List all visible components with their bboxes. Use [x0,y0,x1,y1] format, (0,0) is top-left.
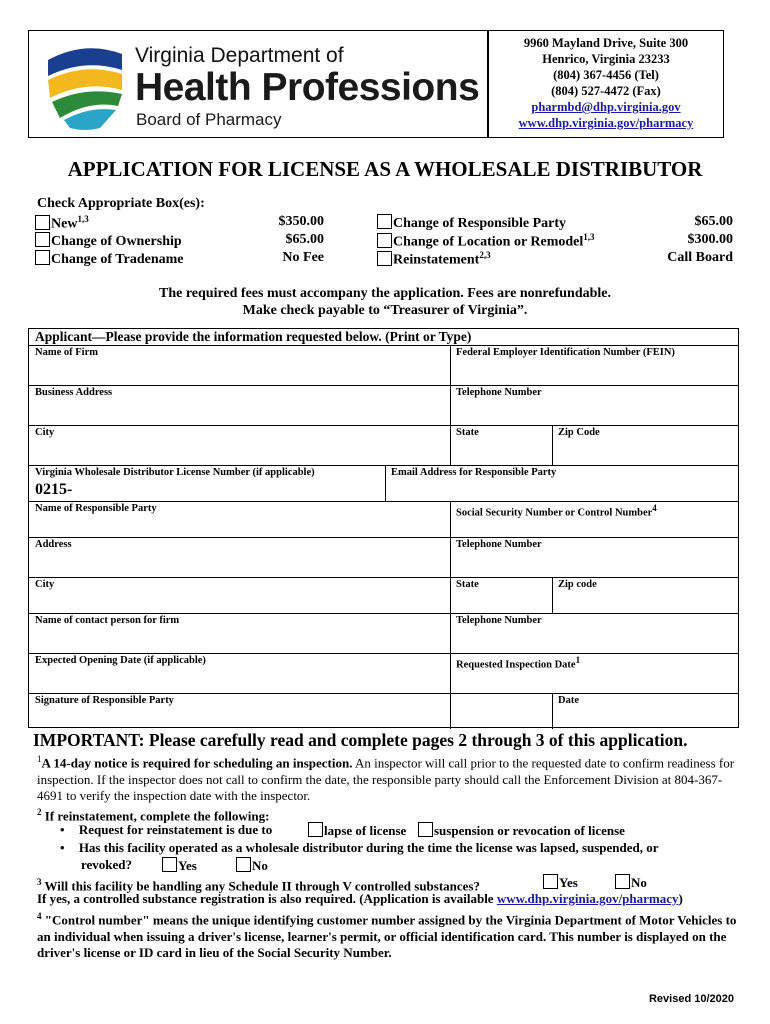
checkbox-change-location[interactable] [377,233,392,248]
zip-field-1[interactable]: Zip Code [558,427,600,438]
address-street: 9960 Mayland Drive, Suite 300 [523,36,689,50]
option-controlled-no: No [615,874,647,892]
business-address-field[interactable]: Business Address [35,387,113,398]
opening-date-field[interactable]: Expected Opening Date (if applicable) [35,655,206,666]
address-fax: (804) 527-4472 (Fax) [551,84,661,98]
zip-field-2[interactable]: Zip code [558,579,597,590]
checkbox-new[interactable] [35,215,50,230]
check-boxes-heading: Check Appropriate Box(es): [37,196,205,211]
ssn-field[interactable]: Social Security Number or Control Number$^4$ [456,503,657,519]
note-3-question: $^3$ Will this facility be handling any Schedule II through V controlled substances? [37,877,480,894]
option-operated-yes: Yes [162,857,197,875]
bullet-1: • Request for reinstatement is due to [60,822,273,837]
fee-change-tradename: No Fee [282,250,324,265]
license-prefix: 0215- [35,481,73,498]
city-field-2[interactable]: City [35,579,55,590]
address-city: Henrico, Virginia 23233 [542,52,670,66]
checkbox-lapse-of-license[interactable] [308,822,323,837]
telephone-field-3[interactable]: Telephone Number [456,615,542,626]
note-3-line-2: If yes, a controlled substance registration is also required. (Application is available www.dhp.virginia.gov/pharmacy) [37,891,683,906]
checkbox-controlled-no[interactable] [615,874,630,889]
email-responsible-field[interactable]: Email Address for Responsible Party [391,467,557,478]
fee-new: $350.00 [278,214,324,229]
telephone-field-1[interactable]: Telephone Number [456,387,542,398]
state-field-2[interactable]: State [456,579,479,590]
website-link[interactable]: www.dhp.virginia.gov/pharmacy [518,116,694,130]
bullet-2: • Has this facility operated as a wholesale distributor during the time the license was lapsed, suspended, or [60,840,659,855]
option-change-location: Change of Location or Remodel$^{1,3}$ [377,232,595,251]
option-reinstatement: Reinstatement$^{2,3}$ [377,250,491,269]
checkbox-operated-yes[interactable] [162,857,177,872]
inspection-date-field[interactable]: Requested Inspection Date$^1$ [456,655,581,671]
license-number-field[interactable]: Virginia Wholesale Distributor License Number (if applicable) 0215- [29,466,385,501]
note-2-title: $^2$ If reinstatement, complete the following: [37,807,270,824]
fee-change-responsible-party: $65.00 [694,214,733,229]
city-field-1[interactable]: City [35,427,55,438]
checkbox-change-ownership[interactable] [35,232,50,247]
note-4: $^4$ "Control number" means the unique identifying customer number assigned by the Virginia Department of Motor Vehicles to an individual when issuing a driver's license, learner's permit, or official identification card. This number is displayed on the driver's license or ID card in lieu of the Social Security Number. [37,911,737,961]
fees-note-line-1: The required fees must accompany the application. Fees are nonrefundable. [158,286,612,301]
important-notice: IMPORTANT: Please carefully read and complete pages 2 through 3 of this application. [33,730,688,750]
note-1: $^1$A 14-day notice is required for scheduling an inspection. An inspector will call prior to the requested date to confirm readiness for inspection. If the inspector does not call to confirm the date, the responsible party should call the Enforcement Division at 804-367-4691 to verify the inspection date with the inspector. [37,754,735,804]
telephone-field-2[interactable]: Telephone Number [456,539,542,550]
checkbox-suspension-revocation[interactable] [418,822,433,837]
option-change-tradename: Change of Tradename [35,250,183,268]
applicant-header: Applicant—Please provide the information requested below. (Print or Type) [35,329,472,344]
bullet-2-cont: revoked? [81,857,133,872]
fee-change-location: $300.00 [687,232,733,247]
dhp-emblem-icon [40,40,130,135]
fee-change-ownership: $65.00 [285,232,324,247]
fein-field[interactable]: Federal Employer Identification Number (FEIN) [456,347,675,358]
address-tel: (804) 367-4456 (Tel) [553,68,659,82]
email-link[interactable]: pharmbd@dhp.virginia.gov [531,100,681,114]
option-change-responsible-party: Change of Responsible Party [377,214,566,232]
controlled-substance-link[interactable]: www.dhp.virginia.gov/pharmacy [496,891,679,906]
option-suspension: suspension or revocation of license [418,822,625,840]
responsible-party-name-field[interactable]: Name of Responsible Party [35,503,157,514]
checkbox-reinstatement[interactable] [377,251,392,266]
logo-line-2: Health Professions [135,66,480,109]
signature-field[interactable]: Signature of Responsible Party [35,695,174,706]
option-change-ownership: Change of Ownership [35,232,182,250]
checkbox-change-tradename[interactable] [35,250,50,265]
option-new: New$^{1,3}$ [35,214,89,233]
checkbox-controlled-yes[interactable] [543,874,558,889]
address-box [488,30,724,138]
revised-date: Revised 10/2020 [648,993,734,1005]
name-of-firm-field[interactable]: Name of Firm [35,347,98,358]
option-operated-no: No [236,857,268,875]
page-title: APPLICATION FOR LICENSE AS A WHOLESALE DISTRIBUTOR [67,157,703,181]
checkbox-change-responsible-party[interactable] [377,214,392,229]
fee-reinstatement: Call Board [667,250,733,265]
fees-note-line-2: Make check payable to “Treasurer of Virginia”. [242,303,528,318]
applicant-form [28,328,739,728]
logo-line-1: Virginia Department of [135,44,344,67]
option-lapse: lapse of license [308,822,406,840]
option-controlled-yes: Yes [543,874,578,892]
checkbox-operated-no[interactable] [236,857,251,872]
address-field[interactable]: Address [35,539,72,550]
contact-person-field[interactable]: Name of contact person for firm [35,615,180,626]
state-field-1[interactable]: State [456,427,479,438]
date-field[interactable]: Date [558,695,579,706]
logo-line-3: Board of Pharmacy [136,110,282,129]
